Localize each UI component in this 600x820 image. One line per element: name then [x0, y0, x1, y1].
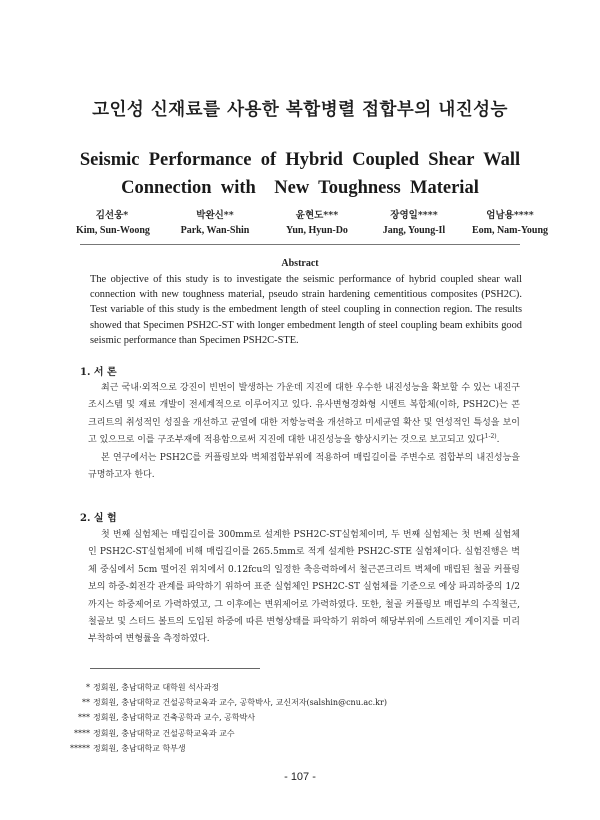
- author-name-en: Kim, Sun-Woong: [76, 225, 150, 236]
- paragraph-end: .: [496, 435, 500, 446]
- footnote: [0, 695, 600, 710]
- citation-ref: 1-2): [484, 433, 497, 441]
- author-name-ko: 윤현도***: [295, 210, 339, 221]
- footnote-text: 정회원, 충남대학교 대학원 석사과정: [93, 683, 220, 692]
- author-name-en: Park, Wan-Shin: [180, 225, 250, 236]
- section-1-heading: 1. 서 론: [80, 367, 117, 378]
- section-2-body: [88, 527, 520, 649]
- author-5: [464, 207, 556, 236]
- header-divider: [80, 244, 520, 245]
- section-1-body: [88, 380, 520, 484]
- footnote-text: 정회원, 충남대학교 건축공학과 교수, 공학박사: [93, 713, 256, 723]
- footnote-mark: **: [82, 698, 90, 708]
- author-3: [276, 207, 358, 236]
- korean-title: 고인성 신재료를 사용한 복합병렬 접합부의 내진성능: [92, 100, 508, 120]
- section-2-paragraph-1: 첫 번째 실험체는 매립길이를 300mm로 설계한 PSH2C-ST실험체이며, 두 번째 실험체는 첫 번째 실험체인 PSH2C-ST실험체에 비해 매립길이를 265.5mm로 적게 설계한 PSH2C-STE 실험체이다. 실험진행은 벽체 중심에서 5cm 떨어진 위치에서 0.12fcu의 일정한 축응력하에서 철근콘크리트 벽체에 매립된 철골 커플링보의 하중-회전각 관계를 파악하기 위하여 표준 실험체인 PSH2C-ST 실험체를 기준으로 예상 파괴하중의 1/2까지는 하중제어로 가력하였고, 그 이후에는 변위제어로 가력하였다. 또한, 철골 커플링보 매립부의 수직철근, 철골보 및 스터드 볼트의 도입된 하중에 따른 변형상태를 파악하기 위하여 해당부위에 스트레인 게이지를 미리 부착하여 변형률을 측정하였다.: [88, 530, 520, 645]
- author-name-ko: 김선웅*: [95, 210, 129, 221]
- abstract-text: The objective of this study is to investigate the seismic performance of hybrid coupled shear wall connection with new toughness material, pseudo strain hardening cementitious composites (PSH2C). Test variable of this study is the embedment length of steel coupling in connection region. The results showed that Specimen PSH2C-ST with longer embedment length of steel coupling beam exhibits good seismic performance than Specimen PSH2C-STE.: [90, 274, 522, 346]
- author-list: [76, 207, 549, 243]
- section-1-paragraph-1: [88, 380, 520, 450]
- footnote: [0, 710, 600, 725]
- english-title: [0, 146, 600, 202]
- footnote-text: 정회원, 충남대학교 건설공학교육과 교수: [93, 728, 235, 738]
- author-1: [76, 207, 148, 236]
- footnote-mark: ****: [74, 728, 90, 738]
- abstract-heading: Abstract: [281, 258, 319, 269]
- footnote-text: 정회원, 충남대학교 학부생: [93, 743, 186, 753]
- english-title-line-2: Connection with New Toughness Material: [121, 178, 479, 198]
- section-2-heading: 2. 실 험: [80, 513, 117, 524]
- section-1-paragraph-2: 본 연구에서는 PSH2C를 커플링보와 벽체접합부위에 적용하여 매립길이를 주변수로 접합부의 내진성능을 규명하고자 한다.: [88, 452, 520, 481]
- footnote-divider: [90, 668, 260, 669]
- footnote: [0, 726, 600, 741]
- paragraph-text: 최근 국내·외적으로 강진이 빈번이 발생하는 가운데 지진에 대한 우수한 내진성능을 확보할 수 있는 내진구조시스템 및 재료 개발이 전세계적으로 이루어지고 있다. 유사변형경화형 시멘트 복합체(이하, PSH2C)는 콘크리트의 취성적인 성질을 개선하고 균열에 대한 저항능력을 개선하고 미세균열 확산 및 연성적인 특성을 보이고 있으므로 이를 구조부재에 적용함으로써 지진에 대한 내진성능을 향상시키는 것으로 보고되고 있다: [88, 383, 520, 446]
- page-number: - 107 -: [284, 771, 316, 783]
- english-title-line-1: Seismic Performance of Hybrid Coupled Shear Wall: [79, 150, 521, 170]
- author-name-en: Yun, Hyun-Do: [286, 225, 348, 236]
- author-2: [174, 207, 256, 236]
- author-name-ko: 장영일****: [390, 210, 438, 221]
- footnote: [0, 680, 600, 695]
- author-name-ko: 박완신**: [196, 210, 234, 221]
- footnote-text: 정회원, 충남대학교 건설공학교육과 교수, 공학박사, 교신저자(salshin@cnu.ac.kr): [93, 698, 387, 708]
- footnote: [0, 741, 600, 756]
- author-4: [368, 207, 460, 236]
- author-name-en: Eom, Nam-Young: [471, 225, 549, 236]
- footnote-mark: *****: [70, 743, 90, 753]
- author-name-ko: 엄남용****: [486, 210, 534, 221]
- author-name-en: Jang, Young-Il: [382, 225, 446, 236]
- footnote-mark: *: [86, 683, 90, 692]
- footnote-mark: ***: [78, 713, 90, 723]
- footnotes: [0, 680, 600, 756]
